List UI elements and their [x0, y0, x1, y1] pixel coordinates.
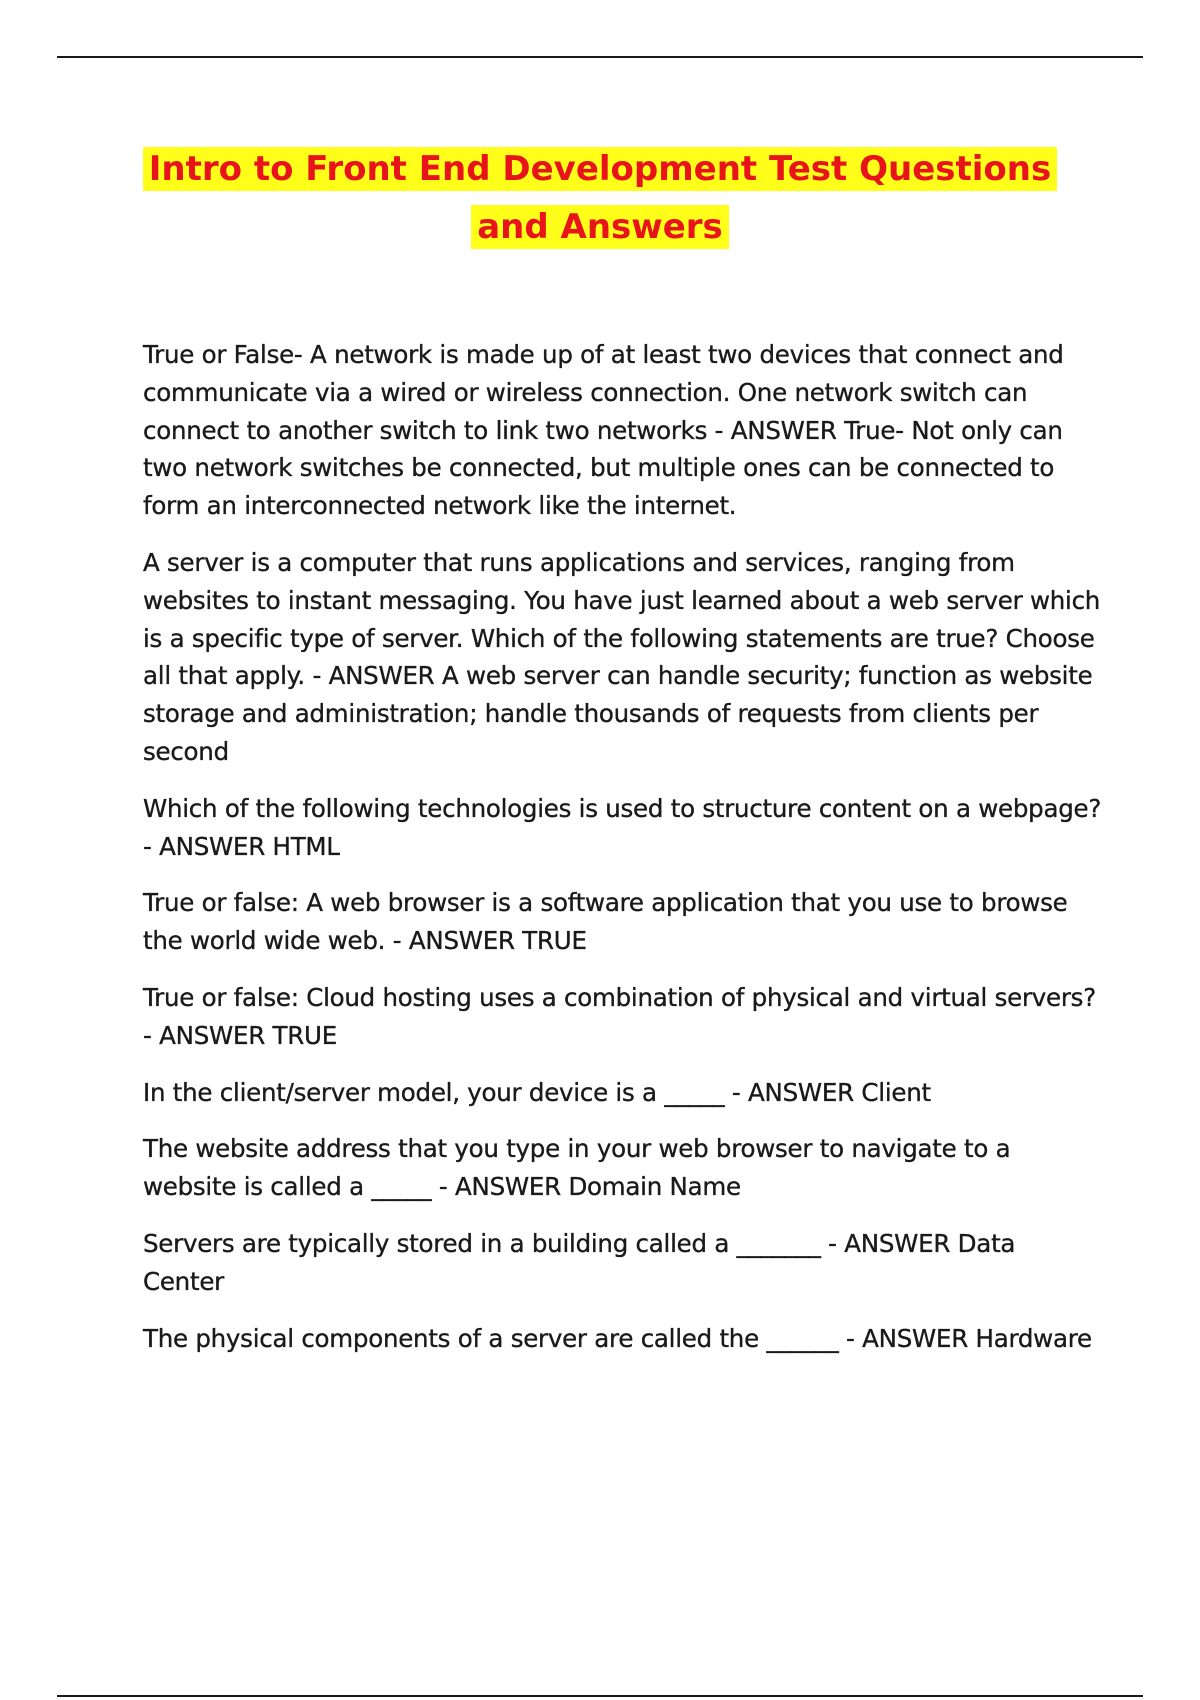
qa-item-1: True or False- A network is made up of at least two devices that connect and communicate via a wired or wireless connection. One network switch can connect to another switch to link two networks - ANSWER True- Not only can two network switches be connected, but multiple ones can be connected to form an interconnected network like the internet. — [143, 340, 1064, 521]
bottom-rule — [57, 1695, 1143, 1697]
document-title — [100, 140, 1100, 256]
top-rule — [57, 56, 1143, 58]
qa-item-8: Servers are typically stored in a building called a _______ - ANSWER Data Center — [143, 1228, 1016, 1296]
qa-list — [143, 336, 1103, 1376]
qa-item-2: A server is a computer that runs applications and services, ranging from websites to instant messaging. You have just learned about a web server which is a specific type of server. Which of the following statements are true? Choose all that apply. - ANSWER A web server can handle security; function as website storage and administration; handle thousands of requests from clients per second — [143, 547, 1101, 766]
qa-item-3: Which of the following technologies is used to structure content on a webpage? - ANSWER HTML — [143, 793, 1102, 861]
qa-item-4: True or false: A web browser is a software application that you use to browse the world wide web. - ANSWER TRUE — [143, 888, 1068, 956]
qa-item-5: True or false: Cloud hosting uses a combination of physical and virtual servers? - ANSWER TRUE — [143, 982, 1096, 1050]
qa-item-7: The website address that you type in your web browser to navigate to a website is called a _____ - ANSWER Domain Name — [143, 1134, 1011, 1202]
title-line-2: and Answers — [471, 205, 729, 249]
qa-item-9: The physical components of a server are called the ______ - ANSWER Hardware — [143, 1323, 1092, 1353]
qa-item-6: In the client/server model, your device is a _____ - ANSWER Client — [143, 1077, 931, 1107]
title-line-1: Intro to Front End Development Test Questions — [143, 147, 1057, 191]
